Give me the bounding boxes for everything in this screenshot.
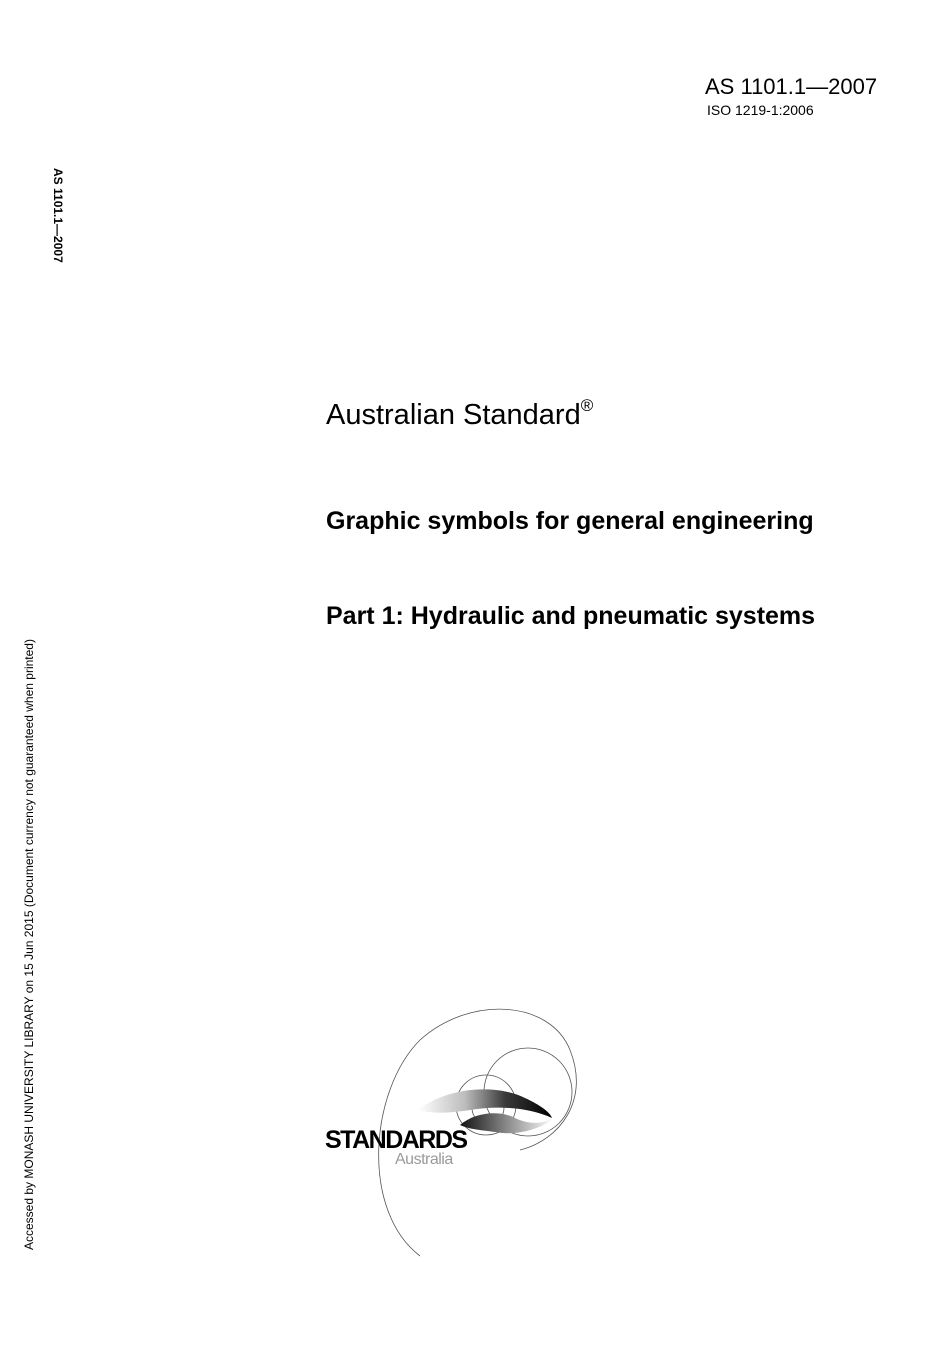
registered-mark: ® [580, 396, 594, 415]
series-name: Australian Standard [326, 399, 581, 431]
iso-equivalent-number: ISO 1219-1:2006 [707, 102, 814, 118]
spine-standard-number: AS 1101.1—2007 [51, 168, 65, 263]
logo-wordmark: STANDARDS [325, 1126, 467, 1154]
document-part-title: Part 1: Hydraulic and pneumatic systems [326, 602, 816, 630]
logo-swoosh-top [418, 1089, 552, 1118]
logo-subword: Australia [395, 1151, 453, 1168]
document-title: Graphic symbols for general engineering [326, 507, 814, 535]
series-heading [326, 397, 593, 433]
standard-number: AS 1101.1—2007 [705, 74, 878, 99]
access-watermark-note: Accessed by MONASH UNIVERSITY LIBRARY on 15 Jun 2015 (Document currency not guaranteed when printed) [22, 639, 36, 1250]
